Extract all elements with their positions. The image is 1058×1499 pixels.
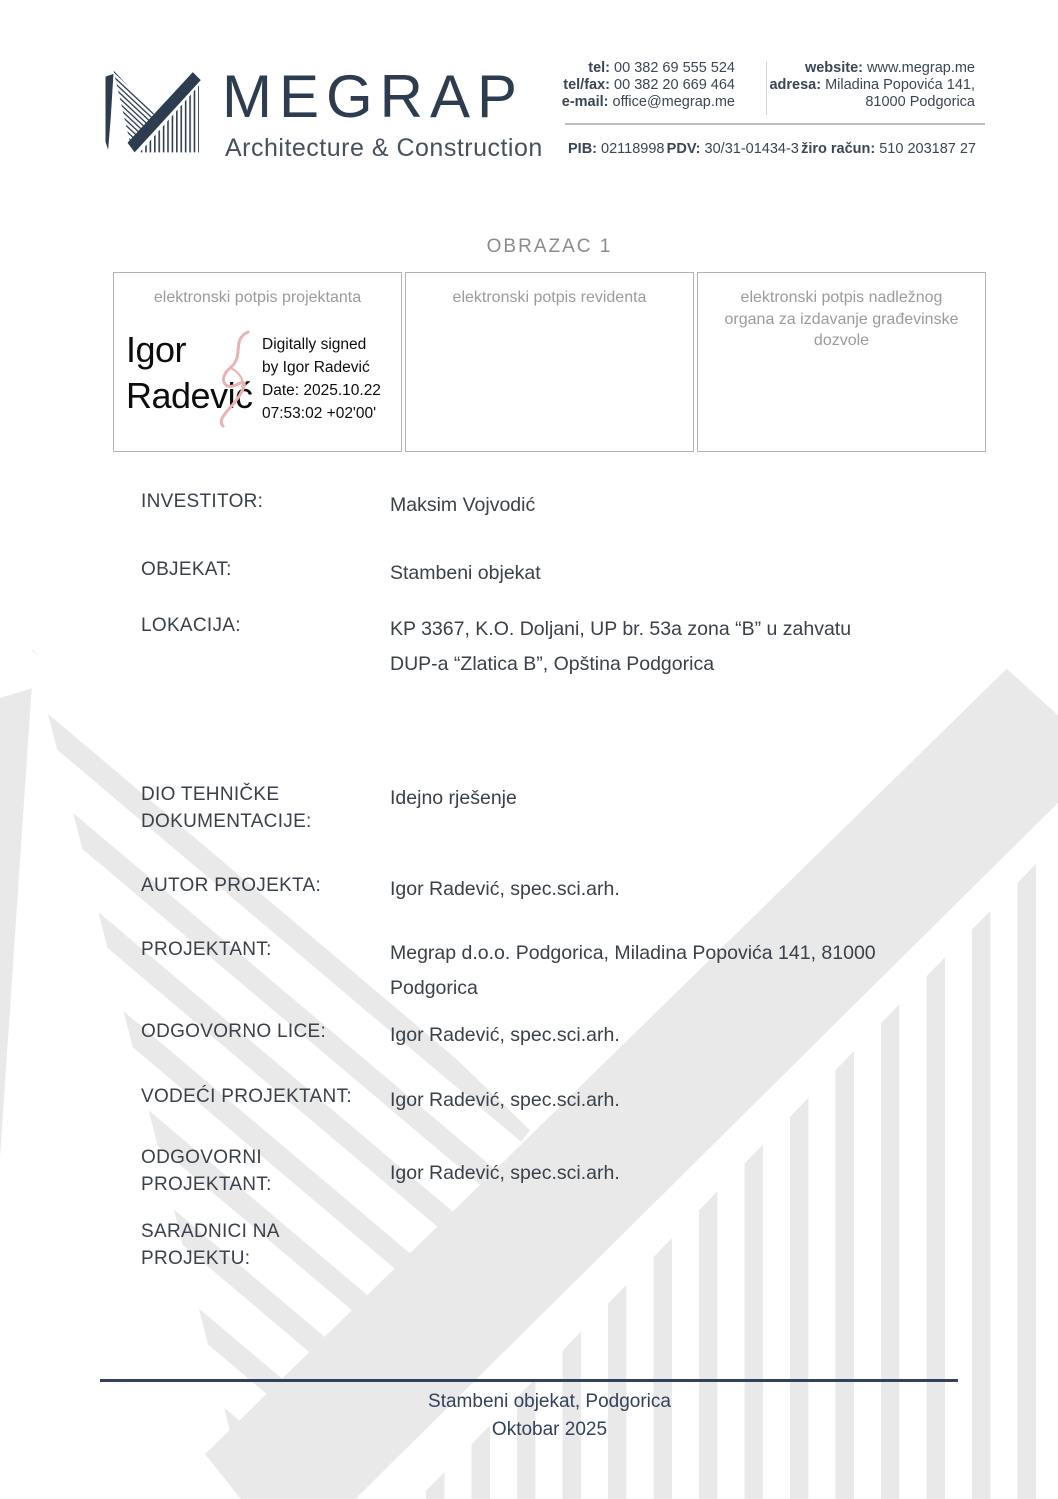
- field-row-odgovorno-lice: [141, 1018, 620, 1053]
- field-row-odgovorni-projektant: [141, 1144, 620, 1198]
- contact-line: tel/fax: 00 382 20 669 464: [563, 77, 735, 93]
- field-label: LOKACIJA:: [141, 615, 241, 636]
- field-label: PROJEKTANT:: [141, 939, 272, 960]
- registry-pib: PIB: 02118998: [568, 141, 665, 157]
- contact-line: website: www.megrap.me: [804, 60, 975, 76]
- header-separator: [565, 123, 985, 125]
- field-row-dio-tehnicke-dokumentacije: [141, 781, 517, 835]
- footer-text: [113, 1388, 986, 1444]
- signature-table: [113, 272, 986, 452]
- contact-line: e-mail: office@megrap.me: [561, 94, 735, 110]
- field-label: SARADNICI NA PROJEKTU:: [141, 1221, 279, 1269]
- signature-cell-projektant: [113, 272, 402, 452]
- signature-name: Igor Radević: [126, 329, 253, 416]
- brand-tagline: Architecture & Construction: [225, 134, 543, 162]
- field-value: Stambeni objekat: [390, 562, 541, 584]
- field-value: KP 3367, K.O. Doljani, UP br. 53a zona “B” u zahvatu DUP-a “Zlatica B”, Opština Podgorica: [390, 618, 852, 675]
- field-row-investitor: [141, 488, 535, 523]
- signature-cell-nadlezni-organ: [697, 272, 986, 452]
- signature-column-header: elektronski potpis projektanta: [153, 289, 362, 306]
- adobe-acrobat-swirl-icon: [214, 329, 260, 429]
- registry-ziro-racun: žiro račun: 510 203187 27: [801, 141, 976, 157]
- field-value: Maksim Vojvodić: [390, 494, 536, 516]
- contact-line: 81000 Podgorica: [865, 94, 975, 110]
- registry-pdv: PDV: 30/31-01434-3: [666, 141, 799, 157]
- form-title: OBRAZAC 1: [486, 236, 613, 257]
- signature-column-header: elektronski potpis nadležnog organa za izdavanje građevinske dozvole: [724, 289, 959, 350]
- field-label: DIO TEHNIČKE DOKUMENTACIJE:: [141, 784, 312, 832]
- field-value: Igor Radević, spec.sci.arh.: [390, 878, 620, 900]
- contact-line: adresa: Miladina Popovića 141,: [769, 77, 975, 93]
- field-value: Igor Radević, spec.sci.arh.: [390, 1162, 620, 1184]
- field-label: INVESTITOR:: [141, 491, 264, 512]
- contact-line: tel: 00 382 69 555 524: [588, 60, 735, 76]
- field-value: Megrap d.o.o. Podgorica, Miladina Popovića 141, 81000 Podgorica: [390, 942, 876, 999]
- footer-date-line: Oktobar 2025: [491, 1419, 608, 1440]
- field-label: OBJEKAT:: [141, 559, 232, 580]
- field-value: Igor Radević, spec.sci.arh.: [390, 1024, 620, 1046]
- signature-details: Digitally signed by Igor Radević Date: 2025.10.22 07:53:02 +02'00': [262, 336, 381, 422]
- field-row-autor-projekta: [141, 872, 620, 907]
- field-label: ODGOVORNO LICE:: [141, 1021, 327, 1042]
- field-row-projektant: [141, 936, 890, 1006]
- field-label: ODGOVORNI PROJEKTANT:: [141, 1147, 272, 1195]
- megrap-logo-icon: [98, 66, 210, 163]
- field-label: VODEĆI PROJEKTANT:: [141, 1086, 352, 1107]
- field-row-lokacija: [141, 612, 890, 682]
- field-row-saradnici-na-projektu: [141, 1218, 390, 1272]
- field-value: Igor Radević, spec.sci.arh.: [390, 1089, 620, 1111]
- field-value: Idejno rješenje: [390, 787, 517, 809]
- footer-rule: [100, 1379, 958, 1382]
- signature-column-header: elektronski potpis revidenta: [452, 289, 647, 306]
- brand-name: MEGRAP: [222, 63, 525, 130]
- registry-row: [568, 141, 976, 157]
- field-row-objekat: [141, 556, 541, 591]
- signature-cell-revident: [405, 272, 694, 452]
- field-row-vodeci-projektant: [141, 1083, 620, 1118]
- contact-phone-block: [420, 60, 735, 111]
- field-label: AUTOR PROJEKTA:: [141, 875, 322, 896]
- contact-address-block: [745, 60, 975, 111]
- footer-project-line: Stambeni objekat, Podgorica: [428, 1391, 671, 1412]
